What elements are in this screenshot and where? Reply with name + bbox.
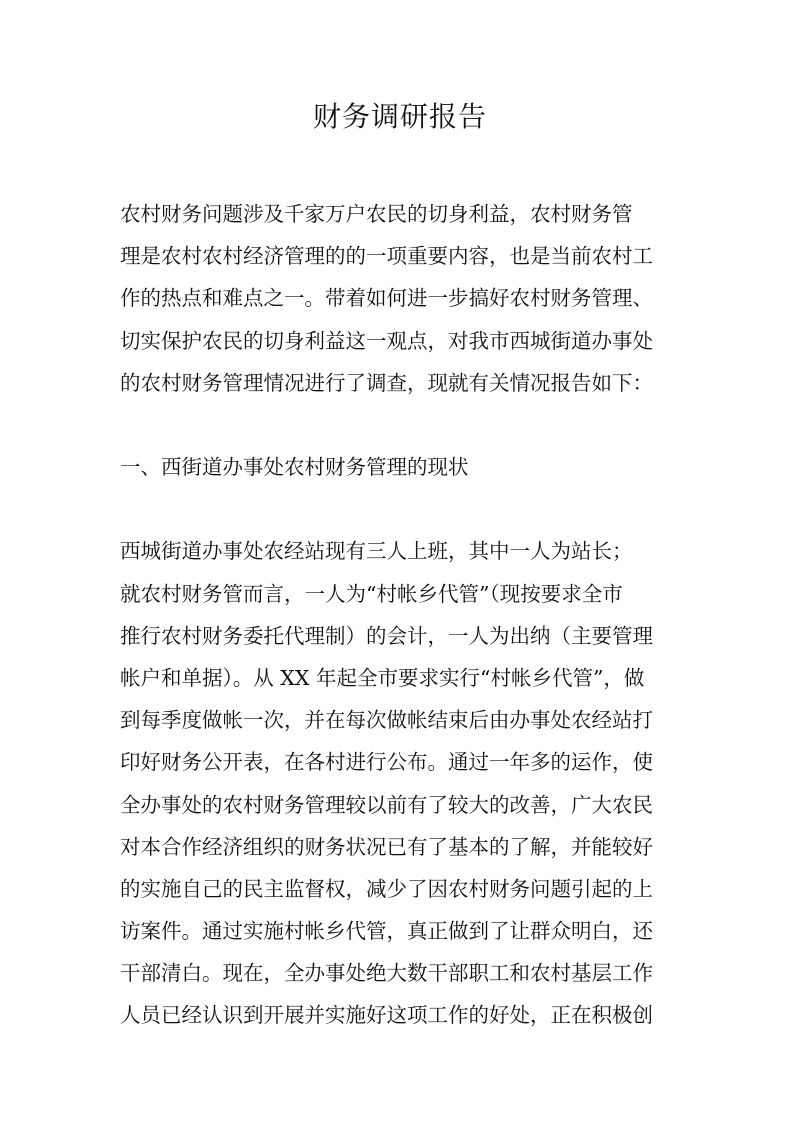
body-line: 推行农村财务委托代理制）的会计，一人为出纳（主要管理 — [120, 624, 653, 648]
document-title: 财务调研报告 — [312, 100, 487, 133]
body-line: 全办事处的农村财务管理较以前有了较大的改善，广大农民 — [120, 793, 653, 817]
intro-line: 作的热点和难点之一。带着如何进一步搞好农村财务管理、 — [120, 286, 653, 310]
body-line: 印好财务公开表，在各村进行公布。通过一年多的运作，使 — [120, 750, 653, 774]
body-line: 的实施自己的民主监督权，减少了因农村财务问题引起的上 — [120, 877, 653, 901]
intro-line: 切实保护农民的切身利益这一观点，对我市西城街道办事处 — [120, 329, 653, 353]
section-heading: 一、西街道办事处农村财务管理的现状 — [120, 455, 469, 479]
intro-line: 理是农村农村经济管理的的一项重要内容，也是当前农村工 — [120, 244, 653, 268]
body-line: 访案件。通过实施村帐乡代管，真正做到了让群众明白，还 — [120, 919, 653, 943]
body-line: 帐户和单据）。从 XX 年起全市要求实行“村帐乡代管”，做 — [120, 666, 645, 690]
body-line: 对本合作经济组织的财务状况已有了基本的了解，并能较好 — [120, 835, 653, 859]
body-line: 干部清白。现在，全办事处绝大数干部职工和农村基层工作 — [120, 961, 653, 985]
body-line: 人员已经认识到开展并实施好这项工作的好处，正在积极创 — [120, 1003, 653, 1027]
intro-line: 农村财务问题涉及千家万户农民的切身利益，农村财务管 — [120, 202, 633, 226]
body-line: 就农村财务管而言，一人为“村帐乡代管”（现按要求全市 — [120, 582, 623, 606]
body-line: 西城街道办事处农经站现有三人上班，其中一人为站长； — [120, 539, 633, 563]
intro-line: 的农村财务管理情况进行了调查，现就有关情况报告如下： — [120, 371, 653, 395]
body-line: 到每季度做帐一次，并在每次做帐结束后由办事处农经站打 — [120, 708, 653, 732]
